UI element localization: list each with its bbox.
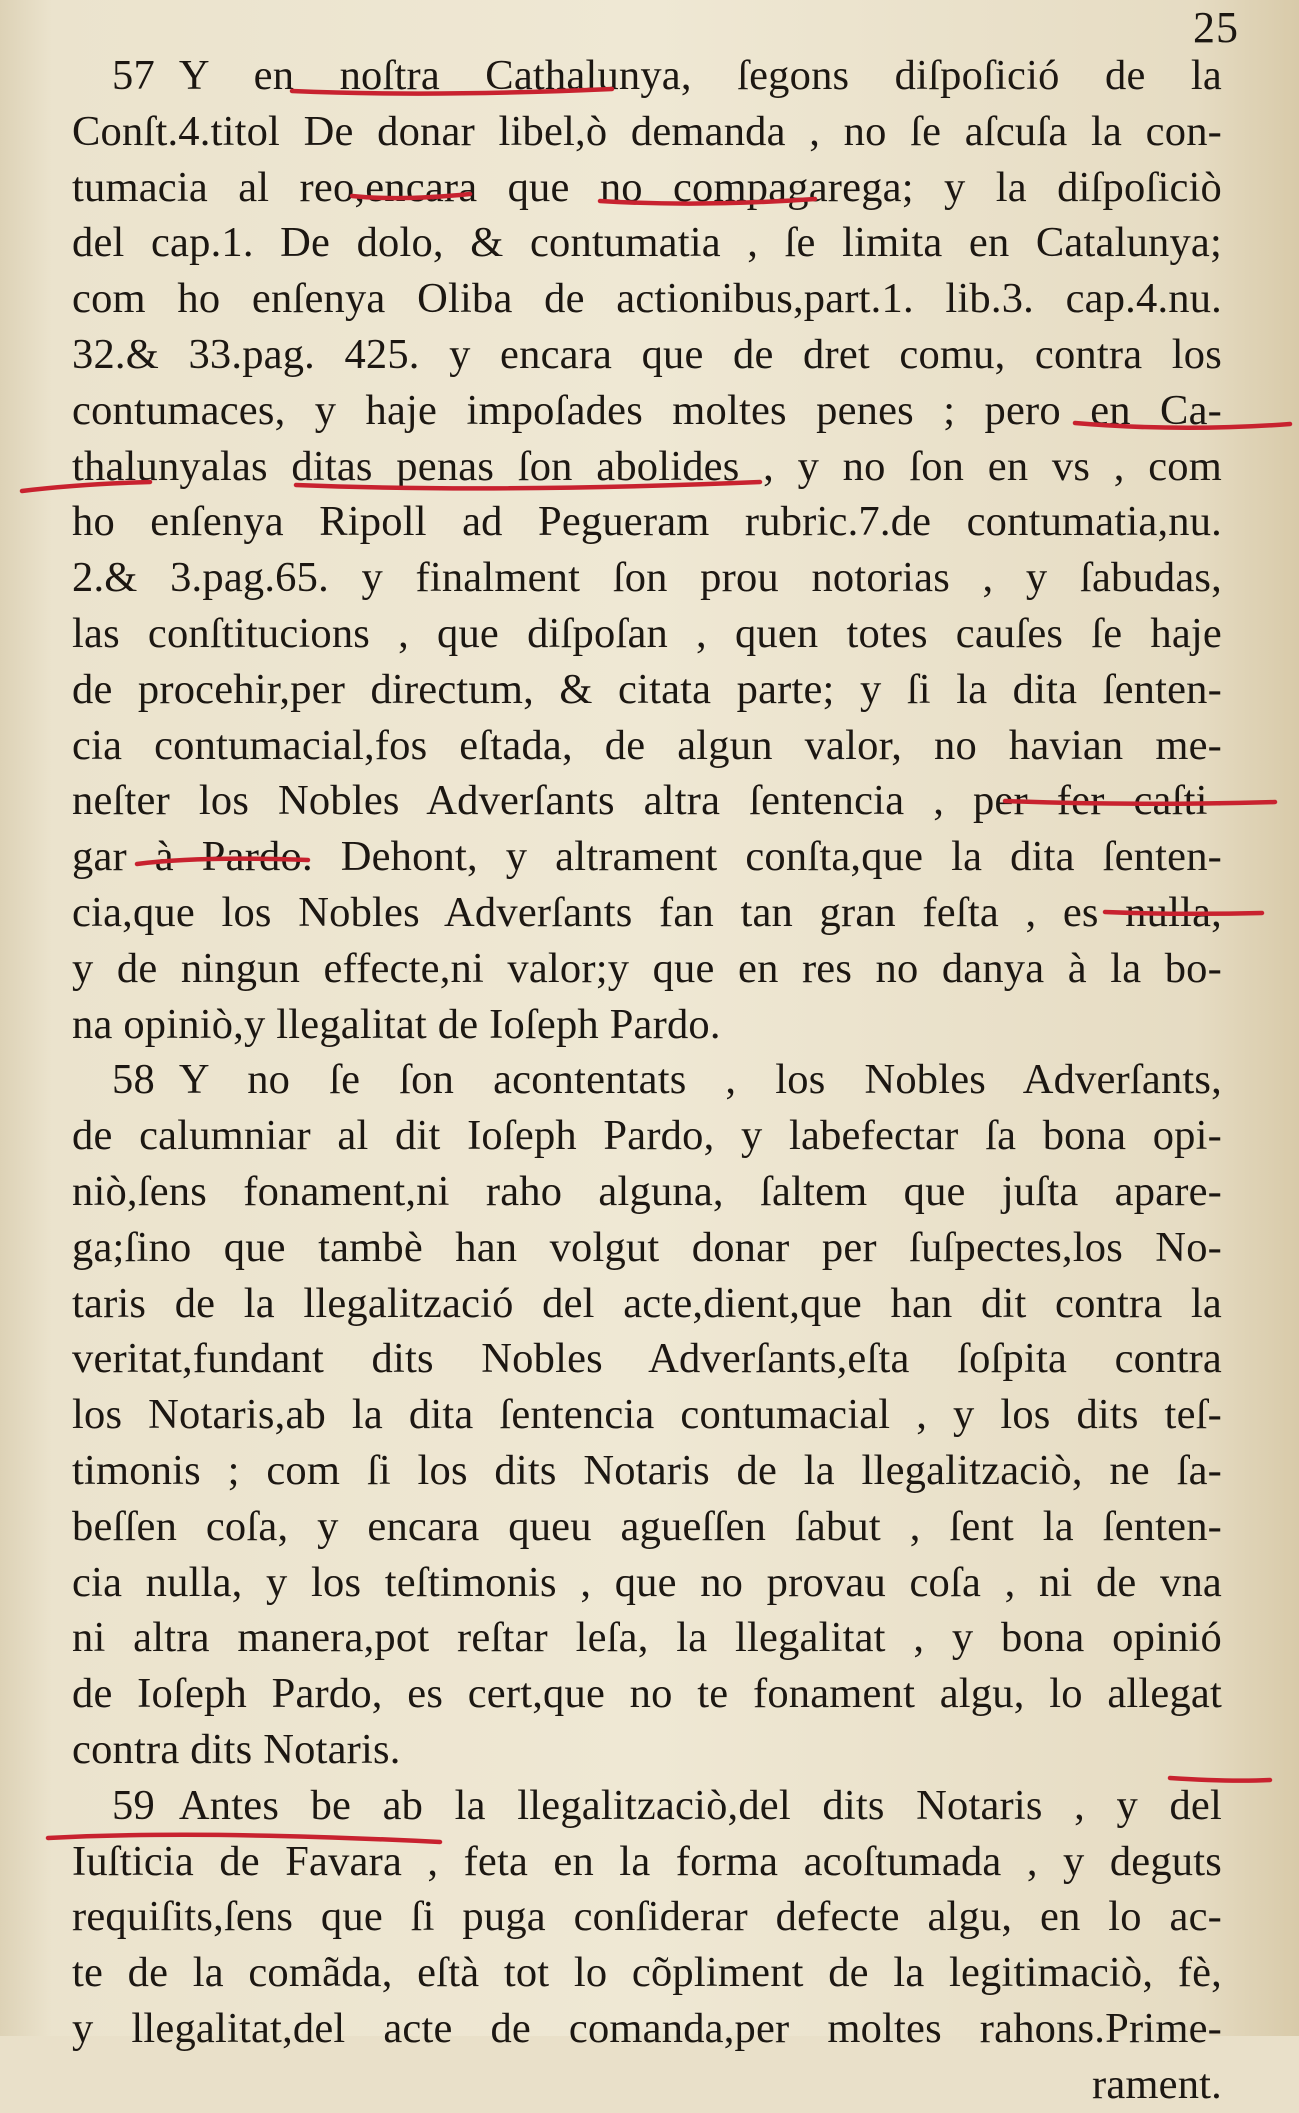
line-text: timonis ; com ſi los dits Notaris de la llegalitzaciò, ne ſa- — [72, 1447, 1222, 1494]
paragraph-number: 59 — [112, 1781, 155, 1829]
page-number: 25 — [1193, 3, 1239, 52]
line-text: contumaces, y haje impoſades moltes penes ; pero en Ca- — [72, 386, 1222, 434]
text-line — [72, 1778, 1222, 1834]
text-line — [72, 327, 1222, 383]
text-line — [72, 1387, 1222, 1443]
text-line — [72, 1834, 1222, 1890]
text-line — [72, 1889, 1222, 1945]
text-line — [72, 997, 1222, 1053]
line-text: y llegalitat,del acte de comanda,per moltes rahons.Prime- — [72, 2005, 1222, 2052]
text-line — [72, 1555, 1222, 1611]
line-text: Antes be ab la llegalitzaciò,del dits Notaris , y del — [178, 1781, 1222, 1829]
text-line — [72, 2057, 1222, 2113]
paragraph-number: 58 — [112, 1056, 155, 1104]
text-line — [72, 1945, 1222, 2001]
line-text: rament. — [1091, 2060, 1222, 2108]
line-text: gar à Pardo. Dehont, y altrament conſta,que la dita ſenten- — [72, 833, 1222, 881]
line-text: cia,que los Nobles Adverſants fan tan gran feſta , es nulla, — [72, 889, 1222, 936]
line-text: Y no ſe ſon acontentats , los Nobles Adverſants, — [178, 1056, 1222, 1104]
line-text: ga;ſino que tambè han volgut donar per ſuſpectes,los No- — [72, 1223, 1222, 1271]
text-line — [72, 885, 1222, 941]
text-line — [72, 1164, 1222, 1220]
text-line — [72, 215, 1222, 271]
line-text: de procehir,per directum, & citata parte; y ſi la dita ſenten- — [72, 665, 1222, 713]
text-line — [72, 2001, 1222, 2057]
line-text: los Notaris,ab la dita ſentencia contumacial , y los dits teſ- — [72, 1391, 1222, 1439]
line-text: tumacia al reo,encara que no compagarega; y la diſpoſiciò — [72, 163, 1222, 211]
line-text: Y en noſtra Cathalunya, ſegons diſpoſició de la — [178, 52, 1222, 99]
line-text: cia contumacial,fos eſtada, de algun valor, no havian me- — [72, 721, 1222, 769]
text-line — [72, 1331, 1222, 1387]
line-text: 32.& 33.pag. 425. y encara que de dret comu, contra los — [72, 331, 1222, 378]
line-text: requiſits,ſens que ſi puga conſiderar defecte algu, en lo ac- — [72, 1893, 1222, 1941]
line-text: Iuſticia de Favara , feta en la forma acoſtumada , y deguts — [72, 1837, 1222, 1885]
text-line — [72, 1666, 1222, 1722]
line-text: com ho enſenya Oliba de actionibus,part.1. lib.3. cap.4.nu. — [72, 275, 1222, 323]
line-text: beſſen coſa, y encara queu agueſſen ſabut , ſent la ſenten- — [72, 1502, 1222, 1550]
line-text: Conſt.4.titol De donar libel,ò demanda , no ſe aſcuſa la con- — [72, 107, 1222, 155]
text-line — [72, 1443, 1222, 1499]
line-text: de Ioſeph Pardo, es cert,que no te fonament algu, lo allegat — [72, 1670, 1222, 1718]
line-text: cia nulla, y los teſtimonis , que no provau coſa , ni de vna — [72, 1558, 1222, 1606]
line-text: thalunyalas ditas penas ſon abolides , y no ſon en vs , com — [72, 442, 1222, 490]
text-line — [72, 662, 1222, 718]
line-text: neſter los Nobles Adverſants altra ſentencia , per fer caſti- — [72, 777, 1222, 825]
text-line — [72, 829, 1222, 885]
text-line — [72, 271, 1222, 327]
text-line — [72, 1722, 1222, 1778]
line-text: las conſtitucions , que diſpoſan , quen totes cauſes ſe haje — [72, 610, 1222, 657]
text-line — [72, 383, 1222, 439]
line-text: del cap.1. De dolo, & contumatia , ſe limita en Catalunya; — [72, 219, 1222, 267]
text-line — [72, 1276, 1222, 1332]
line-text: na opiniò,y llegalitat de Ioſeph Pardo. — [72, 1000, 721, 1048]
paragraph-number: 57 — [112, 52, 155, 99]
line-text: 2.& 3.pag.65. y finalment ſon prou notorias , y ſabudas, — [72, 554, 1222, 602]
line-text: niò,ſens fonament,ni raho alguna, ſaltem que juſta apare- — [72, 1168, 1222, 1215]
text-line — [72, 773, 1222, 829]
line-text: taris de la llegalització del acte,dient,que han dit contra la — [72, 1279, 1222, 1327]
line-text: ni altra manera,pot reſtar leſa, la llegalitat , y bona opinió — [72, 1614, 1222, 1662]
line-text: de calumniar al dit Ioſeph Pardo, y labefectar ſa bona opi- — [72, 1112, 1222, 1160]
text-line — [72, 606, 1222, 662]
text-line — [72, 1610, 1222, 1666]
text-line — [72, 550, 1222, 606]
text-line — [72, 941, 1222, 997]
text-line — [72, 48, 1222, 104]
line-text: ho enſenya Ripoll ad Pegueram rubric.7.de contumatia,nu. — [72, 498, 1222, 546]
line-text: contra dits Notaris. — [72, 1726, 401, 1773]
line-text: y de ningun effecte,ni valor;y que en res no danya à la bo- — [72, 944, 1222, 992]
text-line — [72, 494, 1222, 550]
line-text: te de la comãda, eſtà tot lo cõpliment de la legitimaciò, fè, — [72, 1949, 1222, 1997]
text-line — [72, 104, 1222, 160]
text-line — [72, 1499, 1222, 1555]
text-line — [72, 718, 1222, 774]
line-text: veritat,fundant dits Nobles Adverſants,eſta ſoſpita contra — [72, 1335, 1222, 1383]
text-line — [72, 1052, 1222, 1108]
text-line — [72, 439, 1222, 495]
text-line — [72, 1220, 1222, 1276]
text-line — [72, 160, 1222, 216]
text-line — [72, 1108, 1222, 1164]
